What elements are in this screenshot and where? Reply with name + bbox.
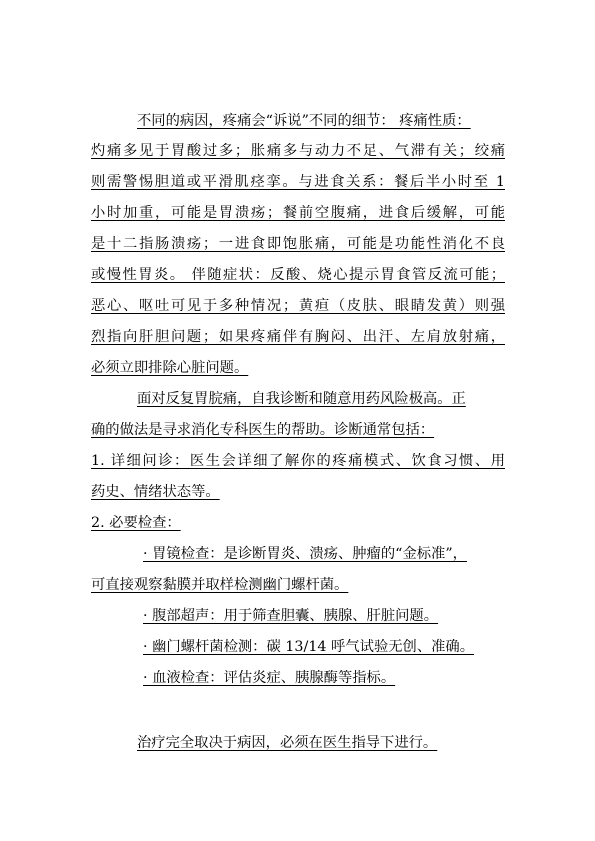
paragraph-2-line-2: 确的做法是寻求消化专科医生的帮助。诊断通常包括： [91, 422, 435, 438]
list-item-1-line-1: 1. 详细问诊：医生会详细了解你的疼痛模式、饮食习惯、用 [91, 453, 505, 469]
paragraph-1-line-6: 或慢性胃炎。 伴随症状：反酸、烧心提示胃食管反流可能； [91, 267, 505, 283]
sub-item-gastroscopy-line-2: 可直接观察黏膜并取样检测幽门螺杆菌。 [91, 577, 349, 593]
paragraph-1-line-7: 恶心、呕吐可见于多种情况；黄疸（皮肤、眼睛发黄）则强 [91, 298, 505, 314]
sub-item-blood-test: · 血液检查：评估炎症、胰腺酶等指标。 [143, 670, 396, 686]
closing-paragraph: 治疗完全取决于病因，必须在医生指导下进行。 [137, 735, 438, 751]
paragraph-1-line-1: 不同的病因，疼痛会“诉说”不同的细节： 疼痛性质： [137, 113, 471, 129]
paragraph-1-line-4: 小时加重，可能是胃溃疡；餐前空腹痛，进食后缓解，可能 [91, 205, 505, 221]
list-item-2-heading: 2. 必要检查： [91, 515, 181, 531]
paragraph-1-line-8: 烈指向肝胆问题；如果疼痛伴有胸闷、出汗、左肩放射痛， [91, 329, 505, 345]
sub-item-gastroscopy-line-1: · 胃镜检查：是诊断胃炎、溃疡、肿瘤的“金标准”， [143, 546, 467, 562]
paragraph-1-line-9: 必须立即排除心脏问题。 [91, 360, 249, 376]
paragraph-1-line-5: 是十二指肠溃疡；一进食即饱胀痛，可能是功能性消化不良 [91, 236, 505, 252]
sub-item-hp-test: · 幽门螺杆菌检测：碳 13/14 呼气试验无创、准确。 [143, 639, 475, 655]
paragraph-2-line-1: 面对反复胃脘痛，自我诊断和随意用药风险极高。正 [137, 391, 466, 407]
paragraph-1-line-3: 则需警惕胆道或平滑肌痉挛。与进食关系：餐后半小时至 1 [91, 174, 505, 190]
sub-item-ultrasound: · 腹部超声：用于筛查胆囊、胰腺、肝脏问题。 [143, 608, 439, 624]
list-item-1-line-2: 药史、情绪状态等。 [91, 484, 220, 500]
paragraph-1-line-2: 灼痛多见于胃酸过多；胀痛多与动力不足、气滞有关；绞痛 [91, 143, 505, 159]
